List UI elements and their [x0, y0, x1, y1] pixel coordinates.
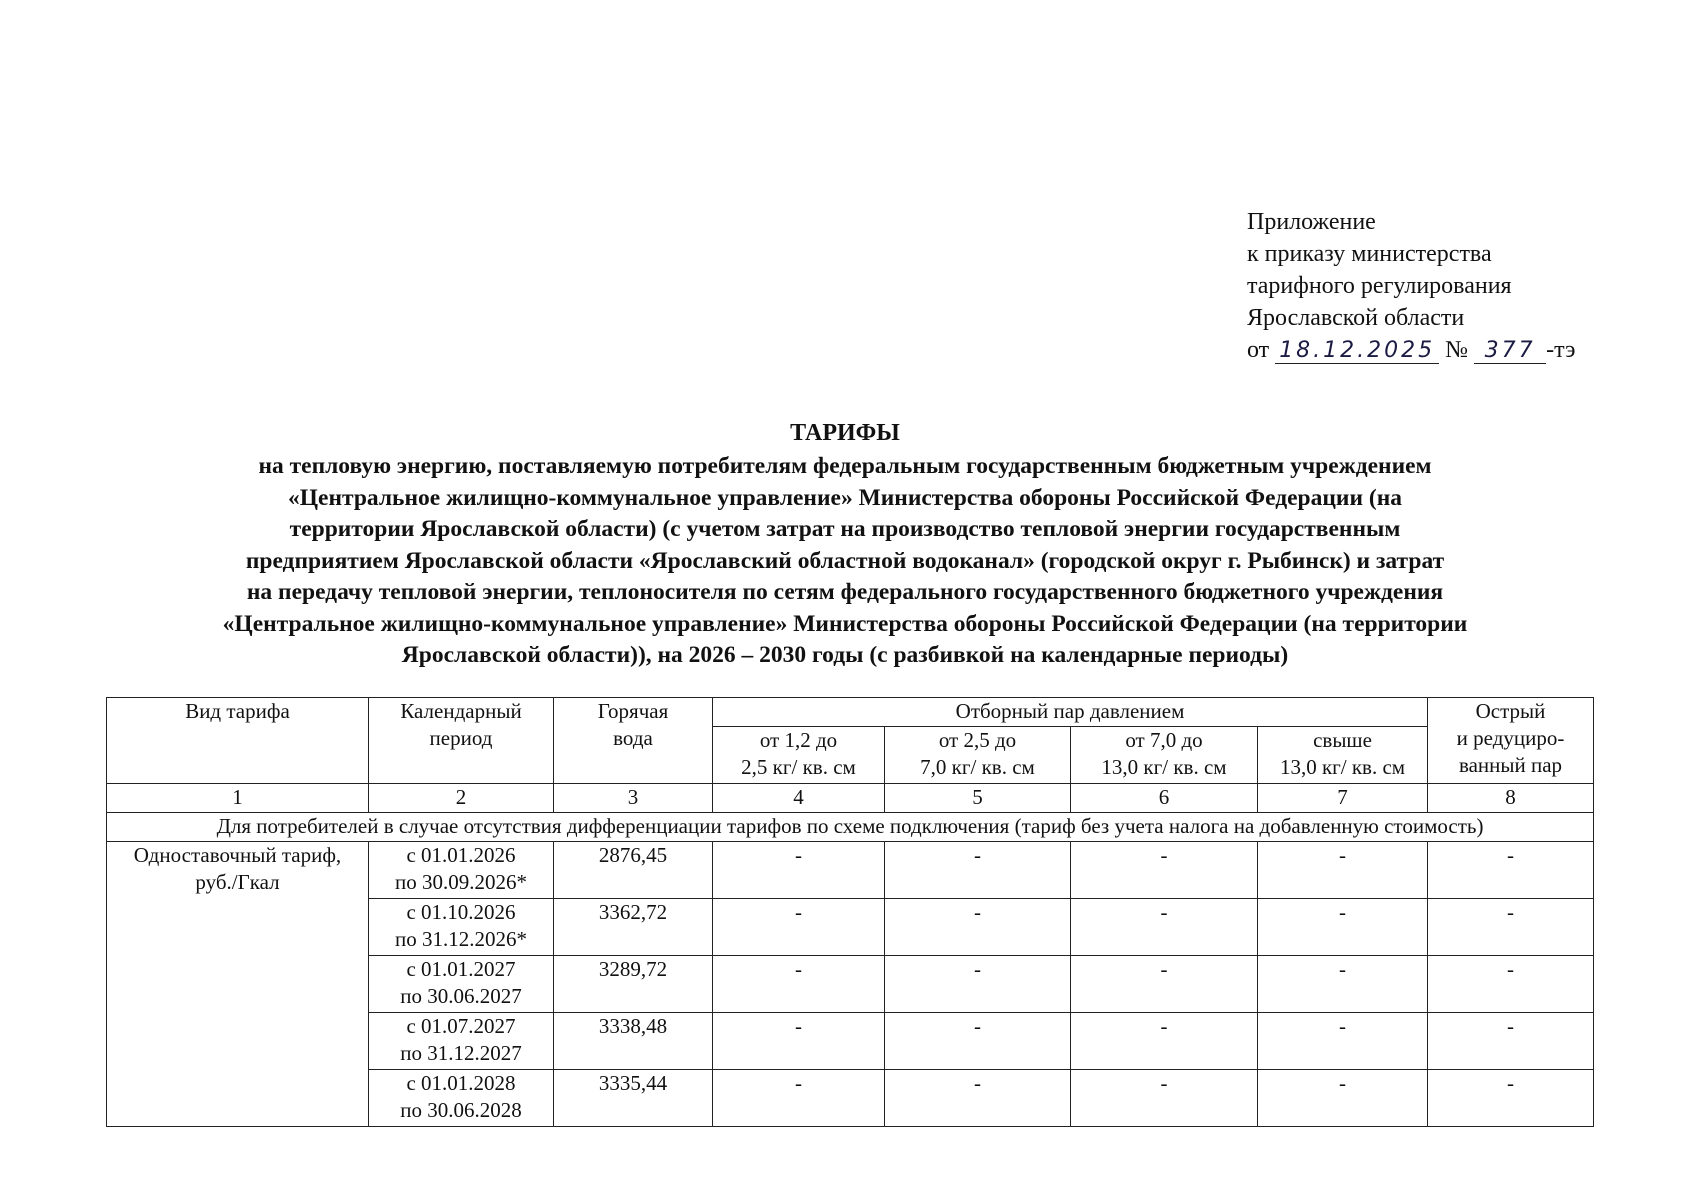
column-numbers-row [107, 784, 1594, 813]
steam-4-value: - [1258, 1013, 1428, 1070]
table-row [107, 842, 1594, 899]
section-row [107, 813, 1594, 842]
header-steam-2: от 2,5 до 7,0 кг/ кв. см [885, 727, 1071, 784]
steam-2-value: - [885, 1013, 1071, 1070]
period-cell: с 01.01.2028 по 30.06.2028 [369, 1070, 554, 1127]
subtitle-line: Ярославской области)), на 2026 – 2030 годы (с разбивкой на календарные периоды) [401, 642, 1289, 668]
appendix-line-2: к приказу министерства [1247, 241, 1492, 267]
subtitle-line: «Центральное жилищно-коммунальное управление» Министерства обороны Российской Федерации (на [288, 484, 1402, 511]
column-number: 1 [107, 784, 369, 813]
column-number: 5 [885, 784, 1071, 813]
steam-3-value: - [1071, 956, 1258, 1013]
header-period: Календарный период [369, 698, 554, 784]
subtitle-line: «Центральное жилищно-коммунальное управление» Министерства обороны Российской Федерации (на территории [222, 610, 1468, 637]
hot-water-value: 2876,45 [554, 842, 713, 899]
hot-water-value: 3335,44 [554, 1070, 713, 1127]
subtitle-line: на передачу тепловой энергии, теплоносителя по сетям федерального государственного бюджетного учреждения [246, 579, 1444, 605]
tariff-label: Одноставочный тариф, руб./Гкал [107, 842, 369, 1127]
header-sharp-steam: Острый и редуциро- ванный пар [1428, 698, 1594, 784]
appendix-date-line [1247, 334, 1575, 366]
period-cell: с 01.01.2026 по 30.09.2026* [369, 842, 554, 899]
steam-1-value: - [713, 1070, 885, 1127]
column-number: 8 [1428, 784, 1594, 813]
column-number: 6 [1071, 784, 1258, 813]
appendix-block [1247, 206, 1575, 366]
steam-2-value: - [885, 842, 1071, 899]
header-row-1 [107, 698, 1594, 727]
sharp-steam-value: - [1428, 842, 1594, 899]
steam-1-value: - [713, 842, 885, 899]
steam-1-value: - [713, 1013, 885, 1070]
handwritten-number: 377 [1474, 339, 1546, 364]
sharp-steam-value: - [1428, 899, 1594, 956]
hot-water-value: 3362,72 [554, 899, 713, 956]
steam-4-value: - [1258, 956, 1428, 1013]
handwritten-date: 18.12.2025 [1275, 339, 1439, 364]
steam-3-value: - [1071, 842, 1258, 899]
steam-2-value: - [885, 956, 1071, 1013]
steam-1-value: - [713, 956, 885, 1013]
steam-3-value: - [1071, 899, 1258, 956]
steam-4-value: - [1258, 899, 1428, 956]
appendix-line-1: Приложение [1247, 209, 1376, 235]
steam-3-value: - [1071, 1013, 1258, 1070]
period-cell: с 01.07.2027 по 31.12.2027 [369, 1013, 554, 1070]
column-number: 3 [554, 784, 713, 813]
header-tariff-type: Вид тарифа [107, 698, 369, 784]
subtitle-line: на тепловую энергию, поставляемую потребителям федеральным государственным бюджетным учреждением [258, 453, 1432, 479]
document-title: ТАРИФЫ [790, 420, 900, 446]
header-steam-3: от 7,0 до 13,0 кг/ кв. см [1071, 727, 1258, 784]
hot-water-value: 3338,48 [554, 1013, 713, 1070]
subtitle-line: территории Ярославской области) (с учетом затрат на производство тепловой энергии государственным [289, 516, 1401, 542]
steam-2-value: - [885, 899, 1071, 956]
date-prefix: от [1247, 337, 1270, 363]
column-number: 7 [1258, 784, 1428, 813]
steam-3-value: - [1071, 1070, 1258, 1127]
steam-4-value: - [1258, 842, 1428, 899]
steam-2-value: - [885, 1070, 1071, 1127]
sharp-steam-value: - [1428, 956, 1594, 1013]
column-number: 4 [713, 784, 885, 813]
steam-4-value: - [1258, 1070, 1428, 1127]
number-prefix: № [1445, 337, 1469, 363]
hot-water-value: 3289,72 [554, 956, 713, 1013]
sharp-steam-value: - [1428, 1070, 1594, 1127]
period-cell: с 01.01.2027 по 30.06.2027 [369, 956, 554, 1013]
header-steam-group: Отборный пар давлением [713, 698, 1428, 727]
section-label: Для потребителей в случае отсутствия дифференциации тарифов по схеме подключения (тариф без учета налога на добавленную стоимость) [107, 813, 1594, 842]
header-hot-water: Горячая вода [554, 698, 713, 784]
document-subtitle [100, 451, 1590, 672]
period-cell: с 01.10.2026 по 31.12.2026* [369, 899, 554, 956]
tariffs-table [106, 697, 1594, 1127]
sharp-steam-value: - [1428, 1013, 1594, 1070]
header-steam-4: свыше 13,0 кг/ кв. см [1258, 727, 1428, 784]
number-suffix: -тэ [1546, 337, 1576, 363]
steam-1-value: - [713, 899, 885, 956]
header-steam-1: от 1,2 до 2,5 кг/ кв. см [713, 727, 885, 784]
appendix-line-3: тарифного регулирования [1247, 273, 1512, 299]
column-number: 2 [369, 784, 554, 813]
subtitle-line: предприятием Ярославской области «Ярославский областной водоканал» (городской округ г. Рыбинск) и затрат [245, 547, 1445, 574]
appendix-line-4: Ярославской области [1247, 305, 1465, 331]
